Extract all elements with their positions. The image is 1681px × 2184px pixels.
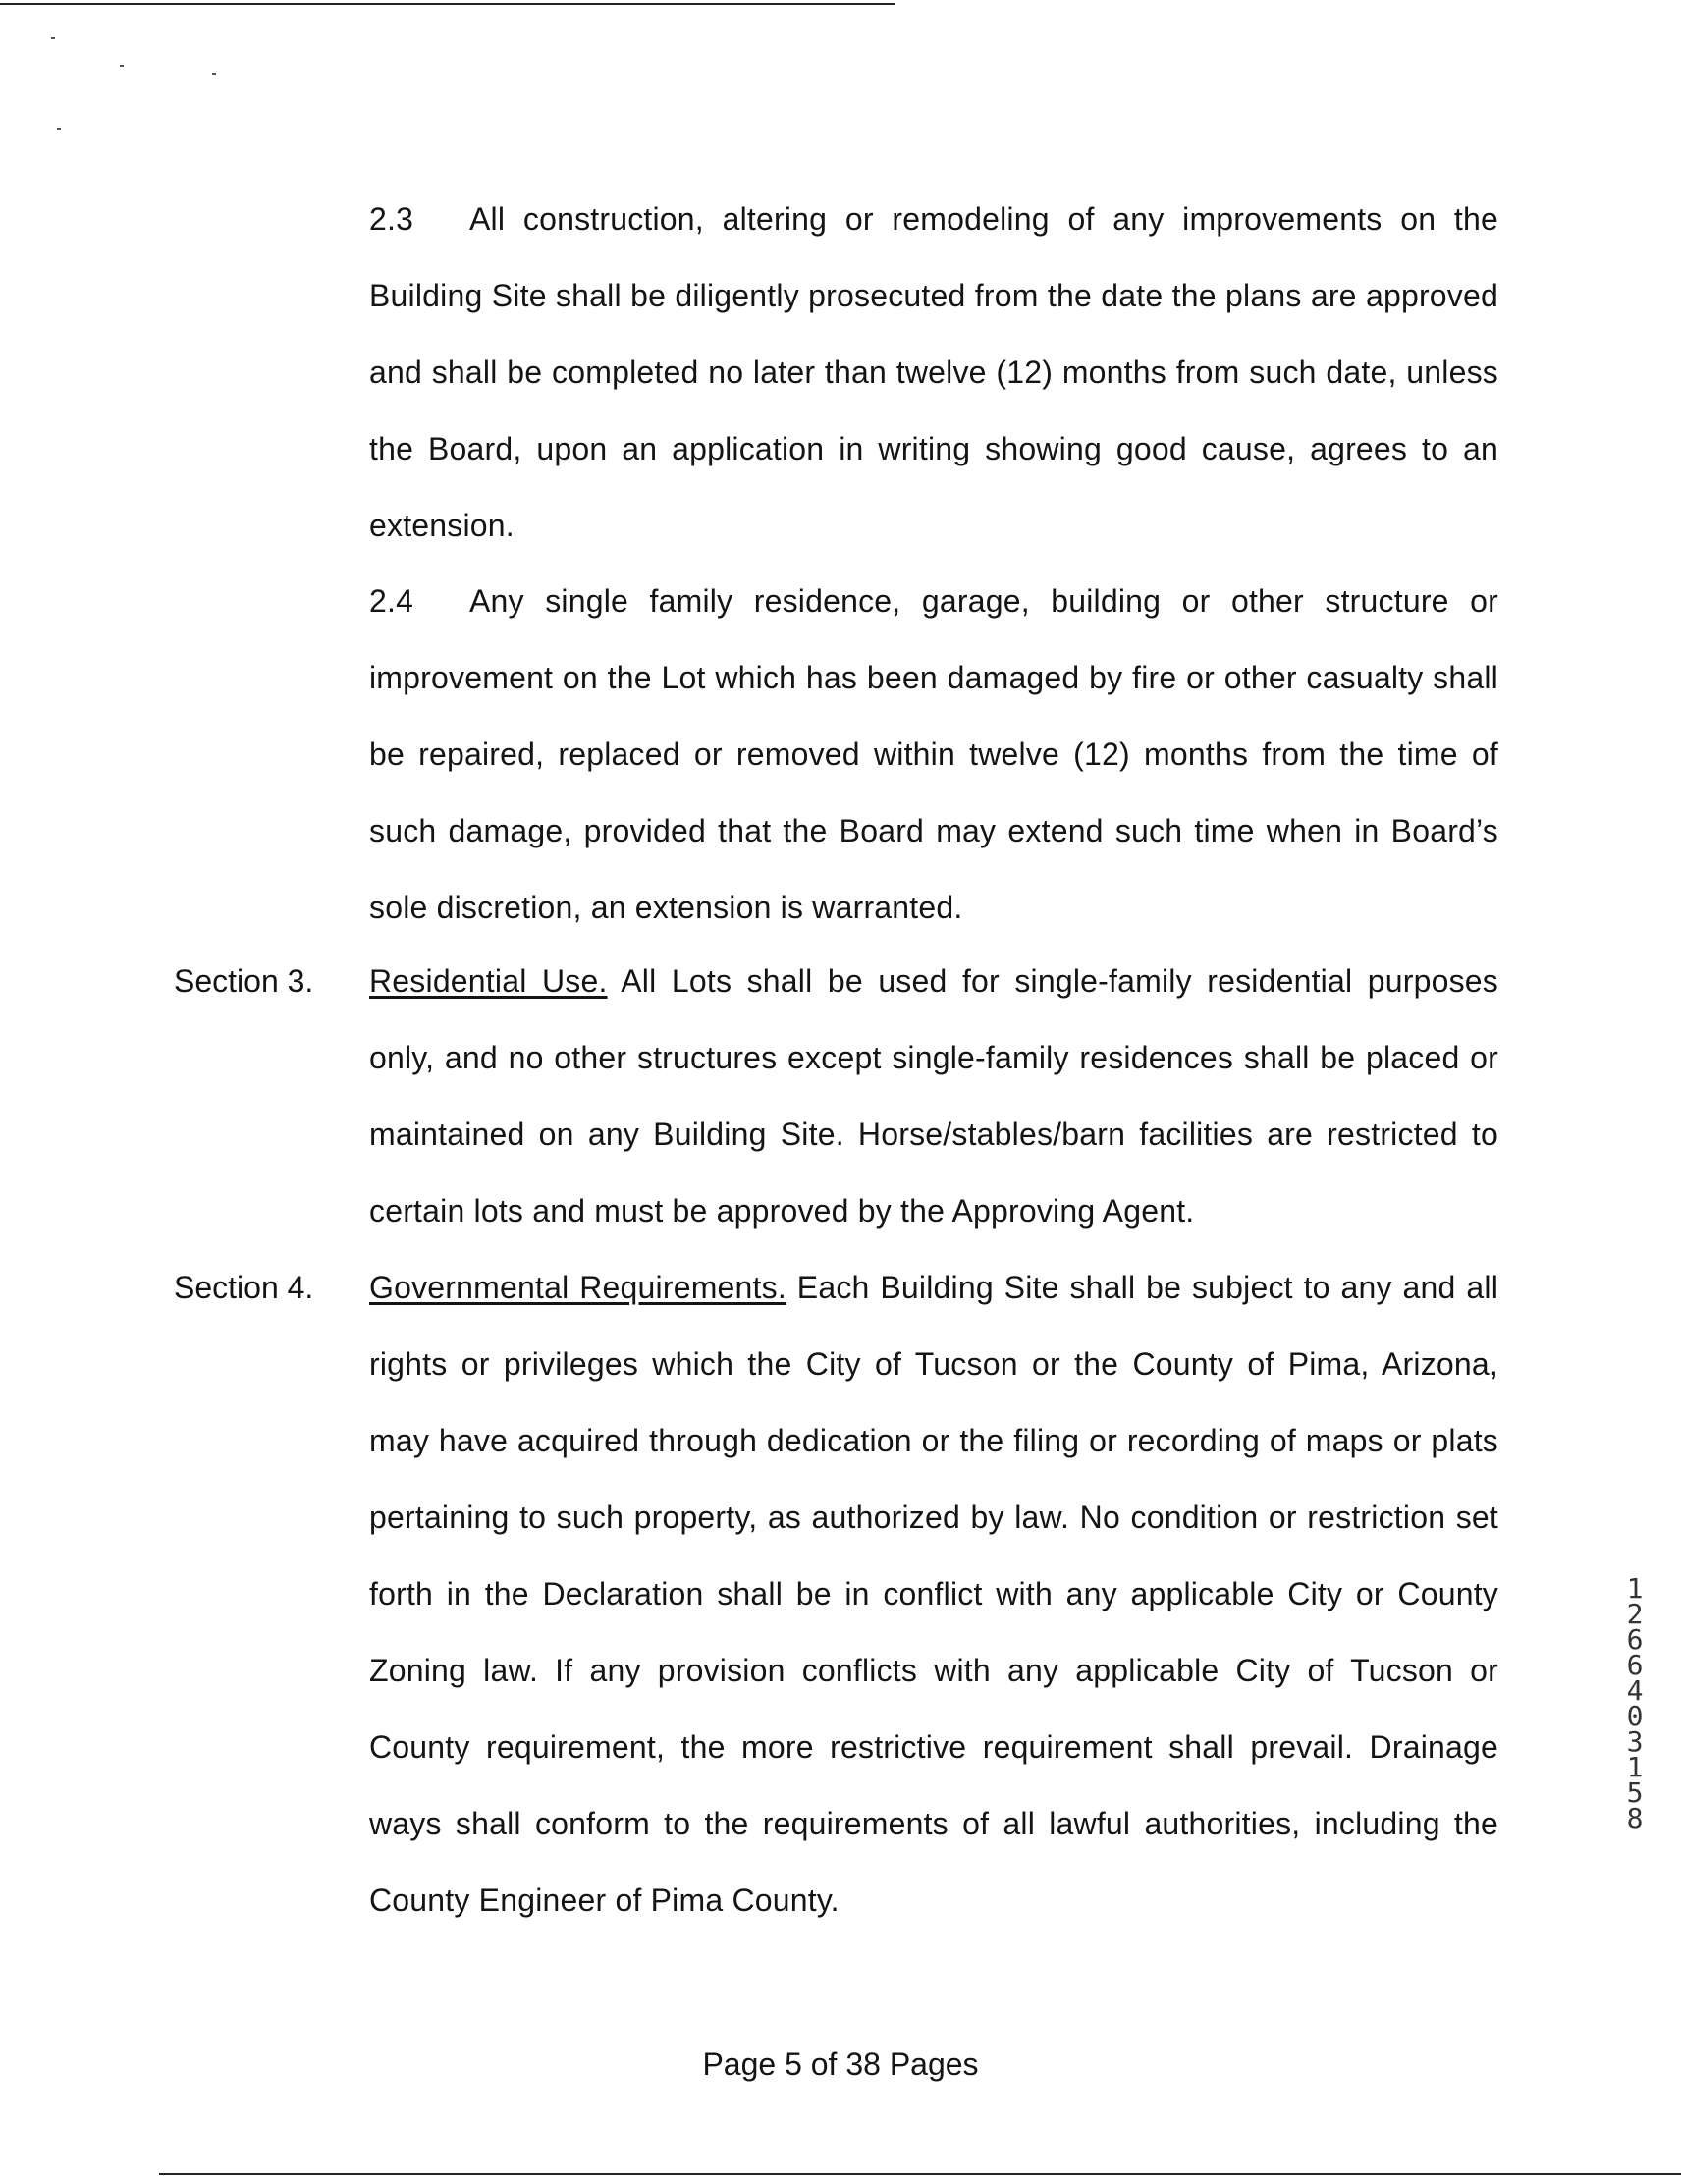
paragraph-text: All construction, altering or remodeling of any improvements on the Building Site shall be diligently prosecuted from the date the plans are approved and shall be completed no later than twelve (12) months from such date, unless the Board, upon an application in writing showing good cause, agrees to an extension.: [369, 201, 1498, 543]
section-4-title: Governmental Requirements.: [369, 1270, 786, 1305]
scan-speck: [51, 37, 55, 39]
section-4-label: Section 4.: [174, 1270, 314, 1305]
section-3-body: [369, 943, 1498, 1249]
paragraph-number: 2.4: [369, 583, 414, 619]
section-4-text: Each Building Site shall be subject to any and all rights or privileges which the City of Tucson or the County of Pima, Arizona, may have acquired through dedication or the filing or recording of maps or plats pertaining to such property, as authorized by law. No condition or restriction set forth in the Declaration shall be in conflict with any applicable City or County Zoning law. If any provision conflicts with any applicable City of Tucson or County requirement, the more restrictive requirement shall prevail. Drainage ways shall conform to the requirements of all lawful authorities, including the County Engineer of Pima County.: [369, 1270, 1499, 1918]
page-footer: Page 5 of 38 Pages: [702, 2047, 979, 2082]
paragraph-number: 2.3: [369, 201, 414, 237]
paragraph-text: Any single family residence, garage, building or other structure or improvement on the Lot which has been damaged by fire or other casualty shall be repaired, replaced or removed within twelve (12) months from the time of such damage, provided that the Board may extend such time when in Board’s sole discretion, an extension is warranted.: [369, 583, 1498, 925]
paragraph-2-3: [369, 181, 1498, 564]
section-3-title: Residential Use.: [369, 963, 608, 999]
section-4-body: [369, 1249, 1498, 1938]
scan-speck: [57, 128, 61, 130]
section-3-label: Section 3.: [174, 963, 314, 999]
bottom-scan-border: [159, 2173, 1681, 2175]
top-scan-border: [0, 3, 895, 5]
scan-speck: [212, 73, 216, 75]
recording-stamp: 12664 03158: [1626, 1572, 1644, 1834]
scan-speck: [120, 65, 124, 67]
section-3-text: All Lots shall be used for single-family residential purposes only, and no other structures except single-family residences shall be placed or maintained on any Building Site. Horse/stables/barn facilities are restricted to certain lots and must be approved by the Approving Agent.: [369, 963, 1498, 1228]
paragraph-2-4: [369, 563, 1498, 946]
